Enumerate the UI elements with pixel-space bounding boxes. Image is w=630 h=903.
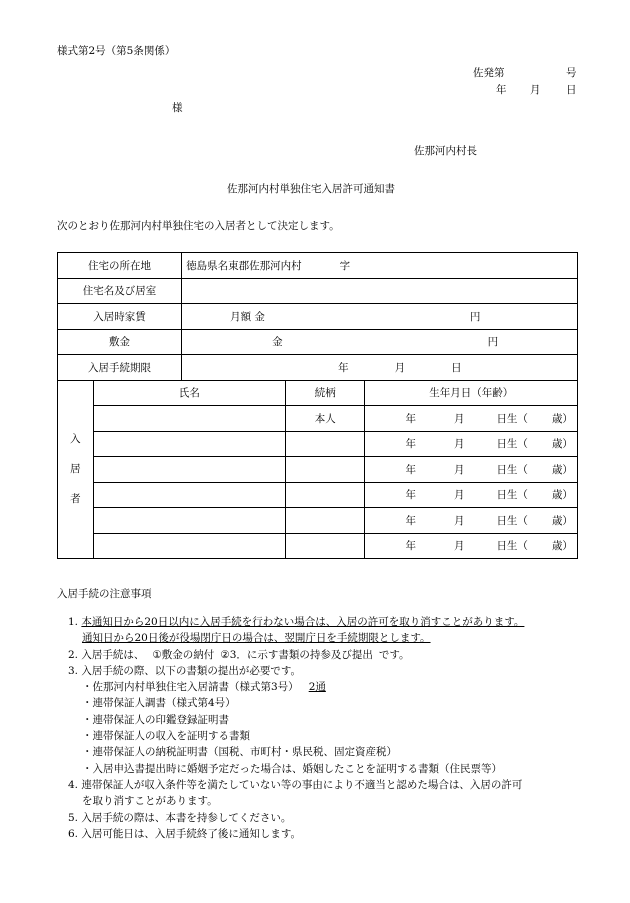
note-2-deposit: ①敷金の納付: [152, 648, 215, 661]
note-number: 1.: [68, 616, 79, 628]
age-label: 歳）: [551, 489, 573, 502]
birth-month-label: 月: [453, 514, 465, 527]
note-item-2: [68, 647, 524, 663]
note-item-1: [68, 614, 524, 630]
note-item-1-cont: [68, 630, 524, 646]
residents-label-cell: [58, 380, 94, 559]
location-value: 徳島県名東郡佐那河内村: [186, 259, 302, 272]
resident-birth-cell: [365, 431, 578, 457]
note-2-end: です。: [378, 648, 410, 661]
col-header-name: 氏名: [93, 380, 285, 406]
date-day-label: 日: [566, 84, 577, 96]
residents-label-char: 居: [70, 463, 81, 476]
resident-row: [58, 457, 578, 483]
birth-year-label: 年: [405, 489, 416, 502]
birth-day-label: 日生（: [496, 412, 528, 425]
resident-birth-cell: [365, 457, 578, 483]
location-row: [58, 253, 578, 279]
note-3-bullet: ・連帯保証人の収入を証明する書類: [82, 730, 250, 743]
rent-yen: 円: [469, 310, 481, 323]
resident-row: [58, 431, 578, 457]
resident-relation-self: 本人: [285, 406, 364, 432]
residents-label-char: 者: [70, 493, 81, 506]
deadline-year: 年: [338, 361, 349, 374]
resident-birth-cell: [365, 482, 578, 508]
note-3-text: 入居手続の際、以下の書類の提出が必要です。: [81, 664, 302, 677]
location-label: 住宅の所在地: [58, 253, 182, 279]
rent-row: [58, 304, 578, 330]
resident-relation-cell: [285, 431, 364, 457]
resident-name-cell: [93, 533, 285, 559]
note-number: 4.: [68, 778, 79, 791]
note-5-text: 入居手続の際は、本書を持参してください。: [81, 811, 292, 824]
age-label: 歳）: [551, 463, 573, 476]
age-label: 歳）: [551, 438, 573, 451]
deposit-row: [58, 329, 578, 355]
resident-relation-cell: [285, 457, 364, 483]
note-3-bullet: [68, 679, 524, 695]
notice-table: [57, 252, 578, 559]
deadline-row: [58, 355, 578, 381]
note-3-bullet: ・入居申込書提出時に婚姻予定だった場合は、婚姻したことを証明する書類（住民票等）: [82, 762, 502, 775]
document-title: 佐那河内村単独住宅入居許可通知書: [227, 183, 395, 195]
birth-day-label: 日生（: [496, 514, 528, 527]
birth-day-label: 日生（: [496, 489, 528, 502]
birth-year-label: 年: [405, 412, 416, 425]
deposit-value-cell: [182, 329, 578, 355]
resident-name-cell: [93, 482, 285, 508]
resident-name-cell: [93, 457, 285, 483]
age-label: 歳）: [551, 412, 573, 425]
col-header-relation: 続柄: [285, 380, 364, 406]
resident-name-cell: [93, 508, 285, 534]
resident-row: [58, 406, 578, 432]
resident-birth-cell: [365, 533, 578, 559]
note-item-4-cont: を取り消すことがあります。: [82, 795, 218, 808]
resident-relation-cell: [285, 508, 364, 534]
birth-year-label: 年: [405, 463, 416, 476]
note-3-bullet: ・連帯保証人の印鑑登録証明書: [82, 713, 229, 726]
note-3-bullet-qty: 2通: [308, 681, 326, 694]
deposit-yen: 円: [487, 336, 499, 349]
location-value-cell: [182, 253, 578, 279]
note-3-bullet-text: ・佐那河内村単独住宅入居請書（様式第3号）: [82, 681, 299, 694]
note-item-3: [68, 663, 524, 679]
note-number: 5.: [68, 811, 79, 824]
birth-month-label: 月: [453, 463, 465, 476]
note-1-line-1: 本通知日から20日以内に入居手続を行わない場合は、入居の許可を取り消すことがあります。: [81, 616, 525, 628]
resident-birth-cell: [365, 406, 578, 432]
rent-value-cell: [182, 304, 578, 330]
note-3-bullet: ・連帯保証人の納税証明書（国税、市町村・県民税、固定資産税）: [82, 746, 397, 759]
resident-row: [58, 508, 578, 534]
note-number: 3.: [68, 664, 79, 677]
deadline-month: 月: [394, 361, 406, 374]
birth-month-label: 月: [453, 540, 465, 553]
date-year-label: 年: [496, 84, 507, 96]
col-header-birth: 生年月日（年齢）: [365, 380, 578, 406]
birth-day-label: 日生（: [496, 540, 528, 553]
birth-day-label: 日生（: [496, 438, 528, 451]
addressee-suffix: 様: [172, 102, 183, 114]
residents-label-char: 入: [70, 433, 81, 446]
notes-list: [68, 614, 524, 842]
resident-row: [58, 533, 578, 559]
notes-heading: 入居手続の注意事項: [57, 588, 152, 600]
form-number: 様式第2号（第5条関係）: [57, 45, 176, 57]
reference-prefix: 佐発第: [473, 67, 505, 79]
note-1-line-2: 通知日から20日後が役場閉庁日の場合は、翌開庁日を手続期限とします。: [82, 632, 431, 645]
resident-row: [58, 482, 578, 508]
note-number: 6.: [68, 827, 79, 840]
location-aza: 字: [339, 259, 351, 272]
house-row: [58, 278, 578, 304]
birth-month-label: 月: [453, 489, 465, 502]
note-2-text: 入居手続は、: [81, 648, 145, 661]
note-item-5: [68, 810, 524, 826]
deposit-kin: 金: [272, 336, 283, 349]
residents-header-row: [58, 380, 578, 406]
date-month-label: 月: [530, 84, 541, 96]
house-value-cell: [182, 278, 578, 304]
birth-day-label: 日生（: [496, 463, 528, 476]
deposit-label: 敷金: [58, 329, 182, 355]
note-item-4: [68, 777, 524, 793]
birth-year-label: 年: [405, 540, 416, 553]
age-label: 歳）: [551, 540, 573, 553]
rent-monthly: 月額 金: [230, 310, 265, 323]
resident-name-cell: [93, 406, 285, 432]
resident-relation-cell: [285, 533, 364, 559]
reference-suffix: 号: [566, 67, 577, 79]
note-2-documents: ②3．に示す書類の持参及び提出: [220, 648, 373, 661]
note-item-6: [68, 826, 524, 842]
resident-name-cell: [93, 431, 285, 457]
birth-year-label: 年: [405, 438, 416, 451]
birth-month-label: 月: [453, 412, 465, 425]
deadline-day: 日: [451, 361, 462, 374]
birth-year-label: 年: [405, 514, 416, 527]
house-label: 住宅名及び居室: [58, 278, 182, 304]
note-6-text: 入居可能日は、入居手続終了後に通知します。: [81, 827, 302, 840]
age-label: 歳）: [551, 514, 573, 527]
note-4-line-1: 連帯保証人が収入条件等を満たしていない等の事由により不適当と認めた場合は、入居の許可: [81, 778, 523, 791]
birth-month-label: 月: [453, 438, 465, 451]
note-3-bullet: ・連帯保証人調書（様式第4号）: [82, 697, 236, 710]
intro-text: 次のとおり佐那河内村単独住宅の入居者として決定します。: [57, 220, 340, 232]
deadline-value-cell: [182, 355, 578, 381]
note-number: 2.: [68, 648, 79, 661]
resident-relation-cell: [285, 482, 364, 508]
rent-label: 入居時家賃: [58, 304, 182, 330]
deadline-label: 入居手続期限: [58, 355, 182, 381]
sender-name: 佐那河内村長: [414, 145, 477, 157]
resident-birth-cell: [365, 508, 578, 534]
